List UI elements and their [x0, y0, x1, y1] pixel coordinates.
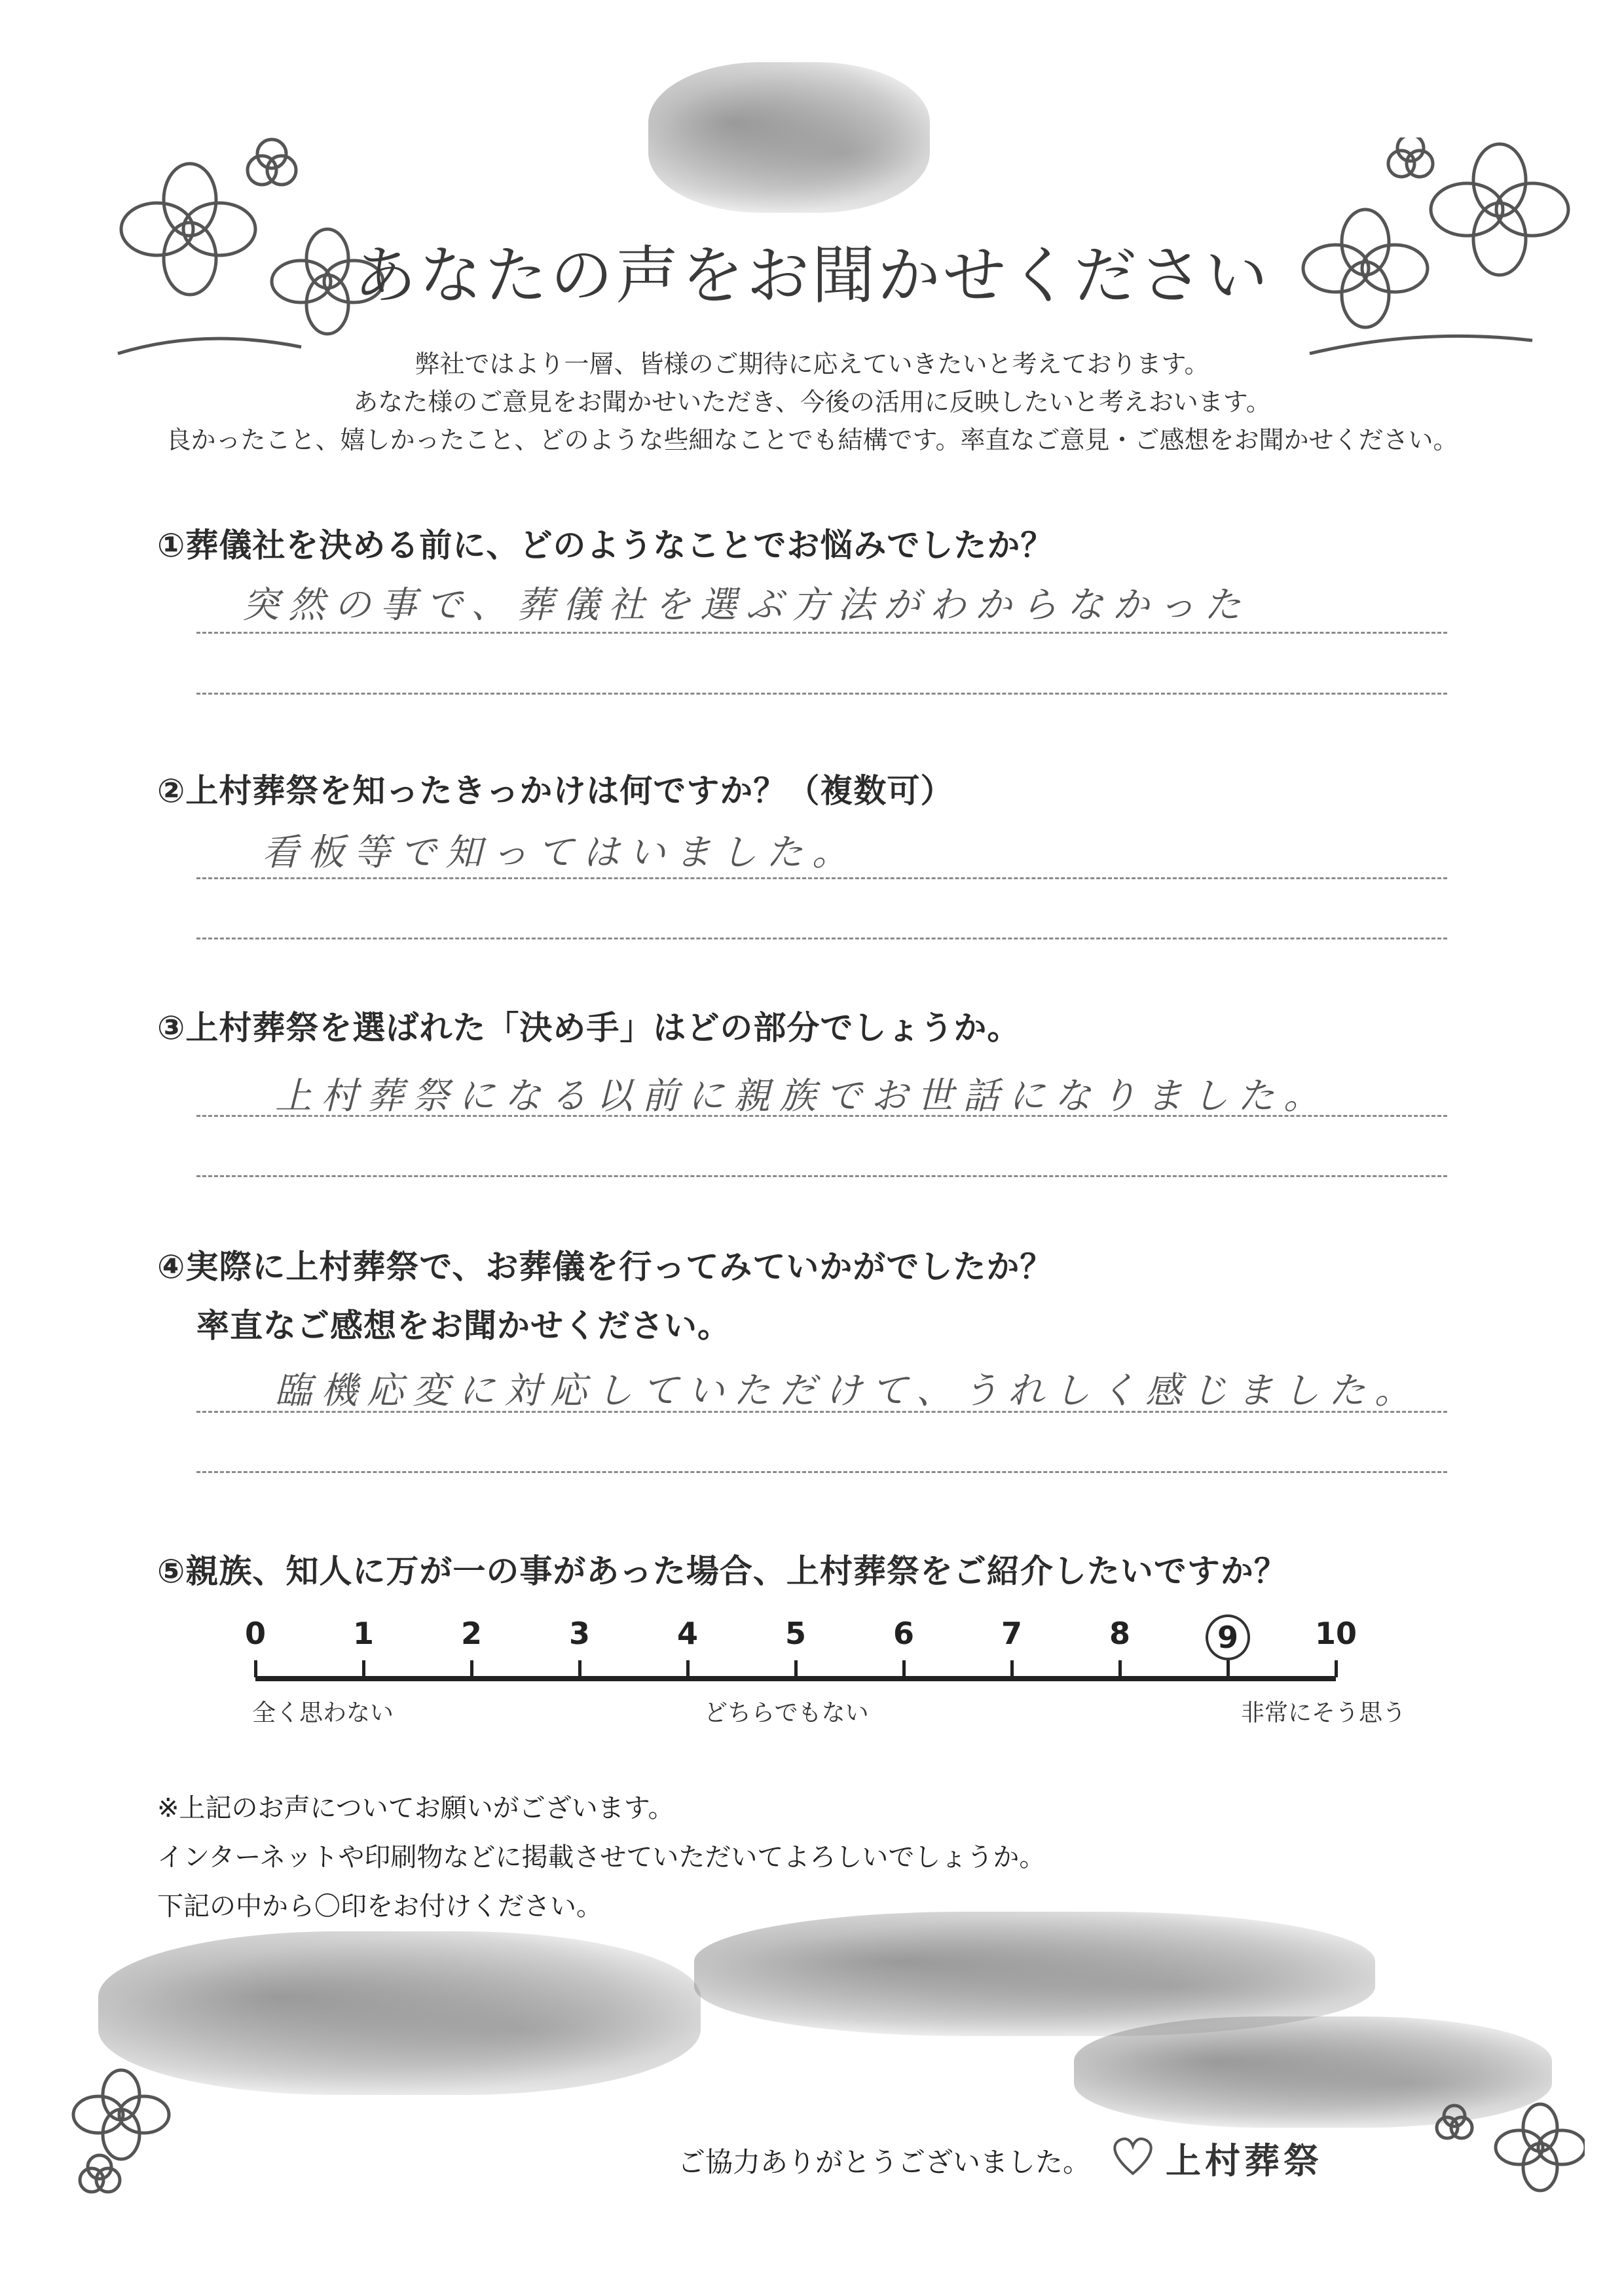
scale-label-low: 全く思わない [252, 1700, 394, 1726]
scale-tick [1227, 1660, 1230, 1677]
footer-thanks: ご協力ありがとうございました。 [678, 2146, 1091, 2178]
answer-3: 上村葬祭になる以前に親族でお世話になりました。 [275, 1075, 1329, 1118]
scale-tick [362, 1660, 365, 1677]
scale-tick [578, 1660, 581, 1677]
question-1: ①葬儀社を決める前に、どのようなことでお悩みでしたか？ [157, 526, 1054, 564]
question-4: ④実際に上村葬祭で、お葬儀を行ってみていかがでしたか？ [157, 1248, 1054, 1286]
answer-line [196, 1411, 1447, 1413]
scale-tick [1335, 1660, 1338, 1677]
clover-decoration-bottom-left-icon [52, 2062, 275, 2206]
answer-line [196, 1115, 1447, 1117]
clover-decoration-bottom-right-icon [1388, 2088, 1585, 2206]
question-3: ③上村葬祭を選ばれた「決め手」はどの部分でしょうか。 [157, 1009, 1021, 1047]
answer-2: 看板等で知ってはいました。 [262, 831, 858, 874]
note-line-2: インターネットや印刷物などに掲載させていただいてよろしいでしょうか。 [157, 1842, 1046, 1872]
scale-number-7[interactable]: 7 [1001, 1616, 1022, 1651]
page-title: あなたの声をお聞かせください [354, 239, 1270, 312]
answer-line [196, 938, 1447, 939]
scale-number-2[interactable]: 2 [460, 1616, 482, 1651]
answer-line [196, 693, 1447, 695]
redacted-area-top [648, 62, 930, 213]
question-5: ⑤親族、知人に万が一の事があった場合、上村葬祭をご紹介したいですか？ [157, 1552, 1287, 1590]
answer-4: 臨機応変に対応していただけて、うれしく感じました。 [275, 1370, 1420, 1412]
intro-line-2: あなた様のご意見をお聞かせいただき、今後の活用に反映したいと考えおいます。 [353, 388, 1271, 416]
answer-line [196, 1471, 1447, 1473]
scale-number-10[interactable]: 10 [1314, 1616, 1357, 1651]
scale-tick [902, 1660, 906, 1677]
answer-1: 突然の事で、葬儀社を選ぶ方法がわからなかった [242, 584, 1250, 627]
question-2: ②上村葬祭を知ったきっかけは何ですか？（複数可） [157, 772, 954, 810]
scale-tick [470, 1660, 473, 1677]
answer-line [196, 632, 1447, 634]
intro-line-3: 良かったこと、嬉しかったこと、どのような些細なことでも結構です。率直なご意見・ご感想をお聞かせください。 [166, 426, 1458, 454]
scale-number-1[interactable]: 1 [352, 1616, 374, 1651]
scale-tick [686, 1660, 690, 1677]
scale-tick [794, 1660, 798, 1677]
scale-tick [1010, 1660, 1014, 1677]
scale-label-high: 非常にそう思う [1241, 1700, 1407, 1726]
scale-number-5[interactable]: 5 [784, 1616, 806, 1651]
heart-logo-icon [1107, 2128, 1159, 2180]
scale-number-3[interactable]: 3 [568, 1616, 590, 1651]
company-logo: 上村葬祭 [1166, 2140, 1323, 2181]
note-line-1: ※上記のお声についてお願いがございます。 [157, 1793, 674, 1823]
scale-number-4[interactable]: 4 [676, 1616, 698, 1651]
scale-number-6[interactable]: 6 [893, 1616, 914, 1651]
scale-number-8[interactable]: 8 [1109, 1616, 1130, 1651]
scale-tick [254, 1660, 257, 1677]
answer-line [196, 877, 1447, 879]
scale-tick [1118, 1660, 1122, 1677]
scale-number-9-selected[interactable]: 9 [1206, 1614, 1250, 1660]
answer-line [196, 1175, 1447, 1177]
note-line-3: 下記の中から〇印をお付けください。 [157, 1891, 602, 1922]
question-4-line-2: 率直なご感想をお聞かせください。 [196, 1307, 731, 1345]
intro-line-1: 弊社ではより一層、皆様のご期待に応えていきたいと考えております。 [415, 350, 1209, 378]
scale-label-mid: どちらでもない [704, 1700, 869, 1726]
scale-number-0[interactable]: 0 [244, 1616, 266, 1651]
